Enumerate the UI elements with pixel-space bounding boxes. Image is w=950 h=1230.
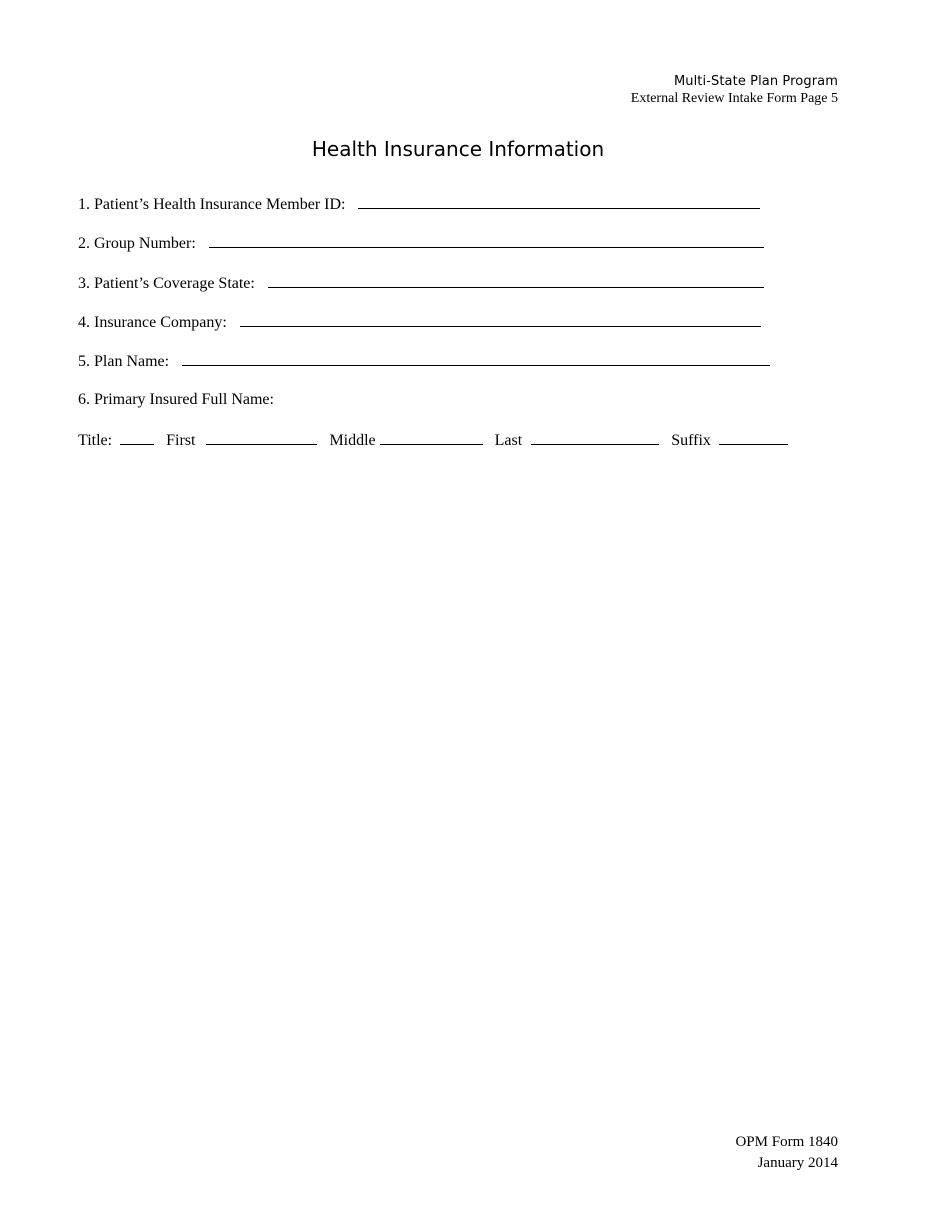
name-title-field[interactable] <box>120 430 154 445</box>
name-title-label: Title: <box>78 432 113 449</box>
form-date: January 2014 <box>757 1155 838 1171</box>
page-header <box>631 73 838 107</box>
page-footer <box>735 1132 838 1174</box>
insurance-company-row <box>78 312 761 333</box>
name-last-field[interactable] <box>531 430 659 445</box>
insurance-company-label: 4. Insurance Company: <box>78 314 227 331</box>
name-middle-field[interactable] <box>380 430 483 445</box>
plan-name-label: 5. Plan Name: <box>78 353 170 370</box>
plan-name-field[interactable] <box>182 351 770 366</box>
member-id-row <box>78 194 760 215</box>
coverage-state-label: 3. Patient’s Coverage State: <box>78 275 255 292</box>
group-number-field[interactable] <box>209 233 764 248</box>
name-last-label: Last <box>494 432 523 449</box>
primary-insured-row <box>78 390 274 410</box>
primary-insured-label: 6. Primary Insured Full Name: <box>78 391 274 408</box>
group-number-row <box>78 233 764 254</box>
member-id-label: 1. Patient’s Health Insurance Member ID: <box>78 196 346 213</box>
plan-name-row <box>78 351 770 372</box>
name-suffix-field[interactable] <box>719 430 788 445</box>
name-first-field[interactable] <box>206 430 317 445</box>
coverage-state-row <box>78 273 764 294</box>
name-middle-label: Middle <box>329 432 376 449</box>
form-page-label: External Review Intake Form Page 5 <box>630 91 838 106</box>
coverage-state-field[interactable] <box>268 273 764 288</box>
page-title: Health Insurance Information <box>311 137 605 161</box>
group-number-label: 2. Group Number: <box>78 235 196 252</box>
member-id-field[interactable] <box>358 194 760 209</box>
form-number: OPM Form 1840 <box>735 1134 838 1150</box>
name-first-label: First <box>166 432 196 449</box>
program-name: Multi-State Plan Program <box>673 74 838 89</box>
insurance-company-field[interactable] <box>240 312 761 327</box>
name-suffix-label: Suffix <box>671 432 711 449</box>
name-parts-row <box>78 430 788 451</box>
